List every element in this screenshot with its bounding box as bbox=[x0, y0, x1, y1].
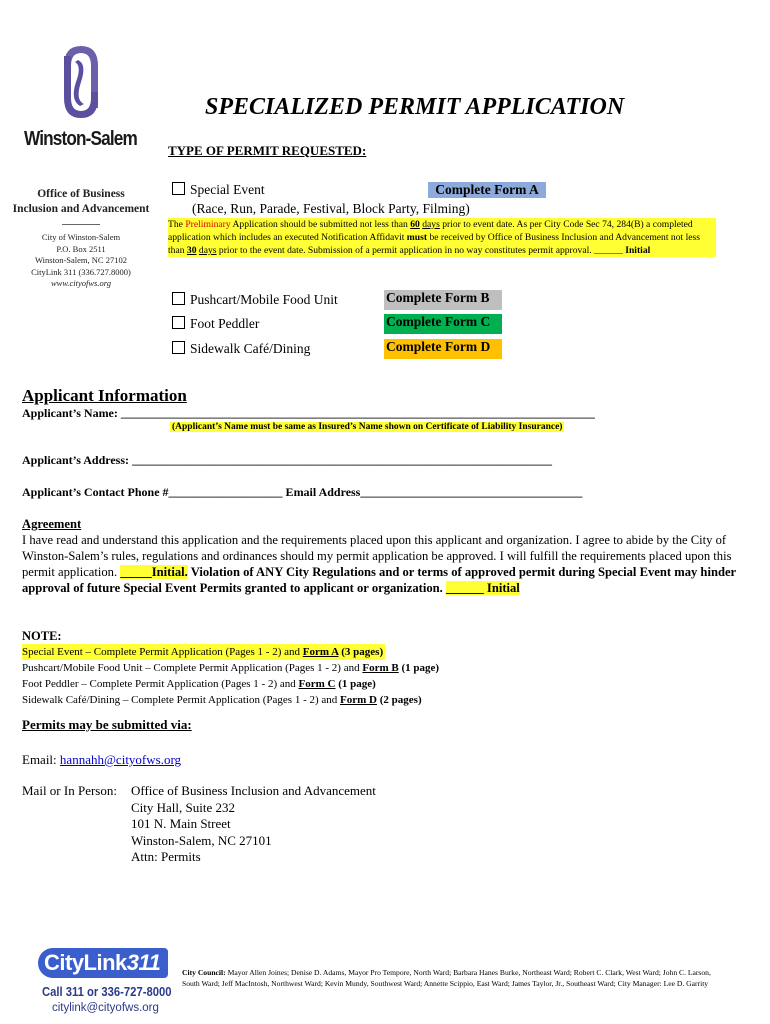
office-title bbox=[10, 187, 152, 217]
applicant-name-field[interactable]: Applicant’s Name: _______________________________________________________________________________ bbox=[22, 406, 595, 420]
pushcart-option bbox=[172, 292, 338, 308]
winston-salem-logo-icon bbox=[58, 42, 104, 122]
office-title-line1: Office of Business bbox=[37, 188, 125, 200]
citylink-badge: CityLink311 bbox=[38, 948, 168, 978]
special-event-deadline-note: The Preliminary Application should be submitted not less than 60 days prior to event date. As per City Code Sec 74, 284(B) a completed application which includes an executed Notification Affidavit must be received by Office of Business Inclusion and Advancement not less than 30 days prior to the event date. Submission of a permit application in no way constitutes permit approval. ______ Initial bbox=[168, 218, 716, 257]
city-council-list: City Council: Mayor Allen Joines; Denise D. Adams, Mayor Pro Tempore, North Ward; Barbara Hanes Burke, Northeast Ward; Robert C. Clark, West Ward; John C. Larson, South Ward; Jeff MacIntosh, Northwest Ward; Kevin Mundy, Southwest Ward; Annette Scippio, East Ward; James Taylor, Jr., Southeast Ward; City Manager: Lee D. Garrity bbox=[182, 968, 711, 988]
special-event-label: Special Event bbox=[190, 182, 265, 197]
note-row-pushcart: Pushcart/Mobile Food Unit – Complete Permit Application (Pages 1 - 2) and Form B (1 page) bbox=[22, 662, 440, 674]
office-address-line1: City of Winston-Salem bbox=[41, 232, 121, 242]
submit-mail-label: Mail or In Person: bbox=[22, 783, 117, 798]
note-section bbox=[22, 628, 439, 708]
office-address-line3: Winston-Salem, NC 27102 bbox=[35, 255, 127, 265]
permit-type-heading: TYPE OF PERMIT REQUESTED: bbox=[168, 143, 367, 158]
form-c-tag: Complete Form C bbox=[384, 314, 502, 334]
submit-heading: Permits may be submitted via: bbox=[22, 717, 192, 732]
special-event-subtitle: (Race, Run, Parade, Festival, Block Party, Filming) bbox=[192, 201, 470, 216]
special-event-checkbox[interactable] bbox=[172, 182, 185, 195]
office-address-line4: CityLink 311 (336.727.8000) bbox=[31, 266, 131, 277]
sidewalk-cafe-option bbox=[172, 341, 310, 357]
submit-email-link[interactable]: hannahh@cityofws.org bbox=[59, 752, 182, 767]
note-row-sidewalk-cafe: Sidewalk Café/Dining – Complete Permit Application (Pages 1 - 2) and Form D (2 pages) bbox=[22, 694, 422, 706]
form-a-tag: Complete Form A bbox=[428, 182, 546, 198]
office-address bbox=[10, 232, 152, 290]
foot-peddler-option bbox=[172, 316, 259, 332]
city-name-logo-text: Winston-Salem bbox=[24, 128, 137, 150]
agreement-section bbox=[22, 516, 752, 596]
citylink-email-link[interactable]: citylink@cityofws.org bbox=[52, 1002, 159, 1014]
office-divider bbox=[62, 224, 100, 225]
foot-peddler-checkbox[interactable] bbox=[172, 316, 185, 329]
form-d-tag: Complete Form D bbox=[384, 339, 502, 359]
note-row-foot-peddler: Foot Peddler – Complete Permit Application (Pages 1 - 2) and Form C (1 page) bbox=[22, 678, 376, 690]
page-title: SPECIALIZED PERMIT APPLICATION bbox=[205, 94, 625, 120]
special-event-option bbox=[172, 182, 265, 198]
note-heading: NOTE: bbox=[22, 629, 62, 643]
agreement-initial-1[interactable]: _____Initial. bbox=[120, 565, 188, 579]
form-b-tag: Complete Form B bbox=[384, 290, 502, 310]
citylink-logo bbox=[38, 948, 168, 978]
note-row-special-event: Special Event – Complete Permit Application (Pages 1 - 2) and Form A (3 pages) bbox=[22, 646, 384, 658]
agreement-heading: Agreement bbox=[22, 517, 82, 531]
submit-email: Email: hannahh@cityofws.org bbox=[22, 752, 182, 767]
applicant-address-field[interactable]: Applicant’s Address: ______________________________________________________________________ bbox=[22, 453, 553, 467]
sidewalk-cafe-label: Sidewalk Café/Dining bbox=[190, 341, 311, 356]
applicant-phone-email-field[interactable]: Applicant’s Contact Phone #___________________ Email Address_____________________________________ bbox=[22, 485, 583, 499]
applicant-name-note: (Applicant’s Name must be same as Insured’s Name shown on Certificate of Liability Insurance) bbox=[172, 422, 563, 432]
pushcart-label: Pushcart/Mobile Food Unit bbox=[190, 292, 338, 307]
foot-peddler-label: Foot Peddler bbox=[190, 316, 260, 331]
sidewalk-cafe-checkbox[interactable] bbox=[172, 341, 185, 354]
submit-mail-address: Office of Business Inclusion and Advancement City Hall, Suite 232 101 N. Main Street Winston-Salem, NC 27101 Attn: Permits bbox=[131, 783, 376, 864]
office-address-line2: P.O. Box 2511 bbox=[56, 243, 106, 254]
citylink-phone: Call 311 or 336-727-8000 bbox=[42, 985, 172, 999]
office-title-line2: Inclusion and Advancement bbox=[12, 203, 150, 215]
agreement-text: I have read and understand this application and the requirements placed upon this applicant and organization. I agree to abide by the City of Winston-Salem’s rules, regulations and ordinances should my permit application be approved. I will fulfill the requirements placed upon this permit application. _____Initial. Violation of ANY City Regulations and or terms of approved permit during Special Event may hinder approval of future Special Event Permits granted to applicant or organization. ______ Initial bbox=[22, 533, 736, 595]
agreement-initial-2[interactable]: ______ Initial bbox=[445, 581, 520, 595]
pushcart-checkbox[interactable] bbox=[172, 292, 185, 305]
office-website-link[interactable]: www.cityofws.org bbox=[51, 278, 111, 288]
applicant-info-heading: Applicant Information bbox=[22, 386, 187, 405]
